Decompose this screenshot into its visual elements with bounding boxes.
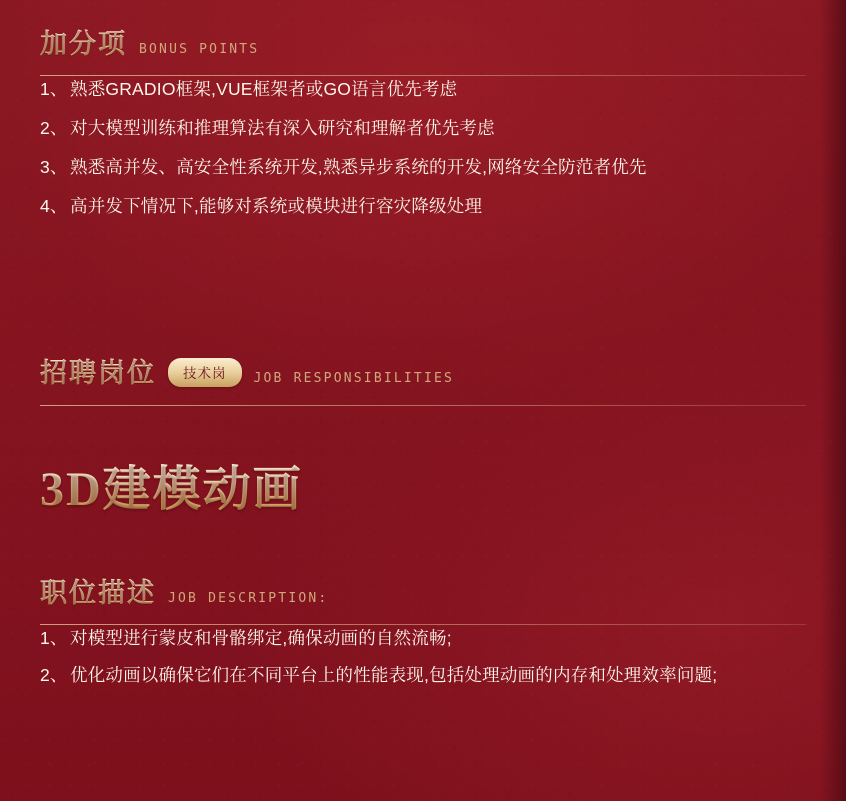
list-item-number: 3、 xyxy=(40,157,68,178)
job-title-cn: 招聘岗位 xyxy=(40,351,156,390)
list-item xyxy=(40,662,806,689)
list-item-text: 对大模型训练和推理算法有深入研究和理解者优先考虑 xyxy=(70,118,495,139)
job-category-badge: 技术岗 xyxy=(168,358,242,387)
page-bottom-fade xyxy=(0,787,846,801)
list-item xyxy=(40,115,806,142)
job-section-heading xyxy=(40,329,806,391)
list-item-number: 1、 xyxy=(40,627,68,648)
description-title-en: JOB DESCRIPTION: xyxy=(168,590,329,606)
list-item-text: 熟悉高并发、高安全性系统开发,熟悉异步系统的开发,网络安全防范者优先 xyxy=(70,157,647,178)
description-section-heading xyxy=(40,519,806,610)
list-item xyxy=(40,193,806,220)
list-item-text: 高并发下情况下,能够对系统或模块进行容灾降级处理 xyxy=(70,196,483,217)
bonus-title-en: BONUS POINTS xyxy=(139,42,260,57)
list-item xyxy=(40,76,806,103)
list-item-text: 熟悉GRADIO框架,VUE框架者或GO语言优先考虑 xyxy=(70,79,458,99)
section-spacer xyxy=(40,233,806,329)
list-item-text: 对模型进行蒙皮和骨骼绑定,确保动画的自然流畅; xyxy=(70,627,452,648)
list-item-number: 1、 xyxy=(40,79,68,99)
position-name: 3D建模动画 xyxy=(40,450,806,519)
job-description-list xyxy=(40,625,806,689)
list-item xyxy=(40,625,806,652)
job-divider xyxy=(40,405,806,406)
bonus-title-cn: 加分项 xyxy=(40,22,127,61)
list-item-number: 4、 xyxy=(40,196,68,217)
bonus-section-heading xyxy=(40,0,806,61)
job-title-en: JOB RESPONSIBILITIES xyxy=(253,370,455,386)
description-title-cn: 职位描述 xyxy=(40,571,156,610)
bonus-points-list xyxy=(40,76,806,221)
list-item-number: 2、 xyxy=(40,664,68,685)
list-item-number: 2、 xyxy=(40,118,68,139)
list-item-text: 优化动画以确保它们在不同平台上的性能表现,包括处理动画的内存和处理效率问题; xyxy=(70,664,718,685)
list-item xyxy=(40,154,806,181)
